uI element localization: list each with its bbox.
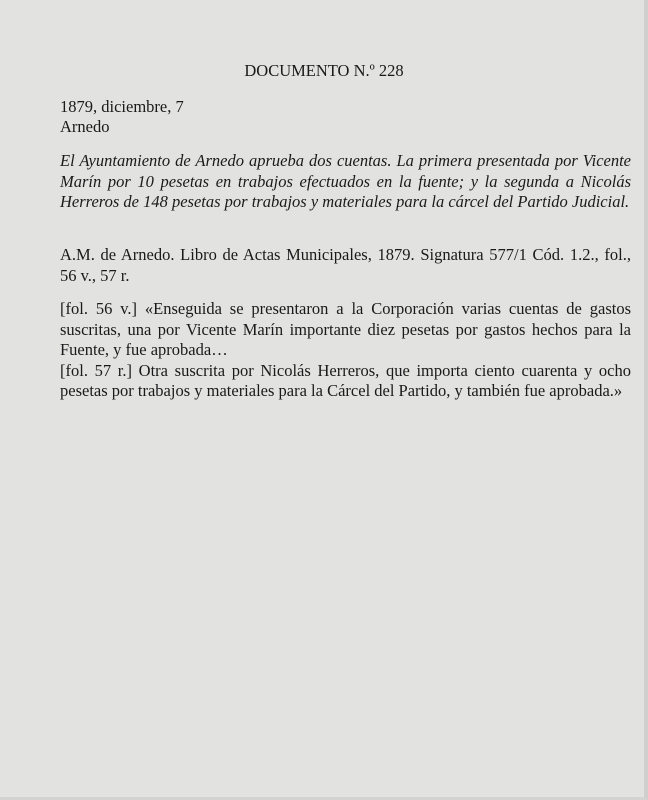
document-date: 1879, diciembre, 7: [60, 97, 184, 116]
document-summary: El Ayuntamiento de Arnedo aprueba dos cuentas. La primera presentada por Vicente Marín por 10 pesetas en trabajos efectuados en la fuente; y la segunda a Nicolás Herreros de 148 pesetas por trabajos y materiales para la cárcel del Partido Judicial.: [60, 151, 631, 211]
transcription-entry-fol-56v: [fol. 56 v.] «Enseguida se presentaron a la Corporación varias cuentas de gastos suscritas, una por Vicente Marín importante diez pesetas por gastos hechos para la Fuente, y fue aprobada…: [60, 299, 631, 359]
document-title: DOCUMENTO N.º 228: [244, 61, 404, 80]
transcription-entry-fol-57r: [fol. 57 r.] Otra suscrita por Nicolás Herreros, que importa ciento cuarenta y ocho pesetas por trabajos y materiales para la Cárcel del Partido, y también fue aprobada.»: [60, 360, 631, 400]
document-place: Arnedo: [60, 117, 110, 136]
transcription: [60, 299, 631, 402]
archival-source: A.M. de Arnedo. Libro de Actas Municipales, 1879. Signatura 577/1 Cód. 1.2., fol., 56 v., 57 r.: [60, 245, 631, 285]
